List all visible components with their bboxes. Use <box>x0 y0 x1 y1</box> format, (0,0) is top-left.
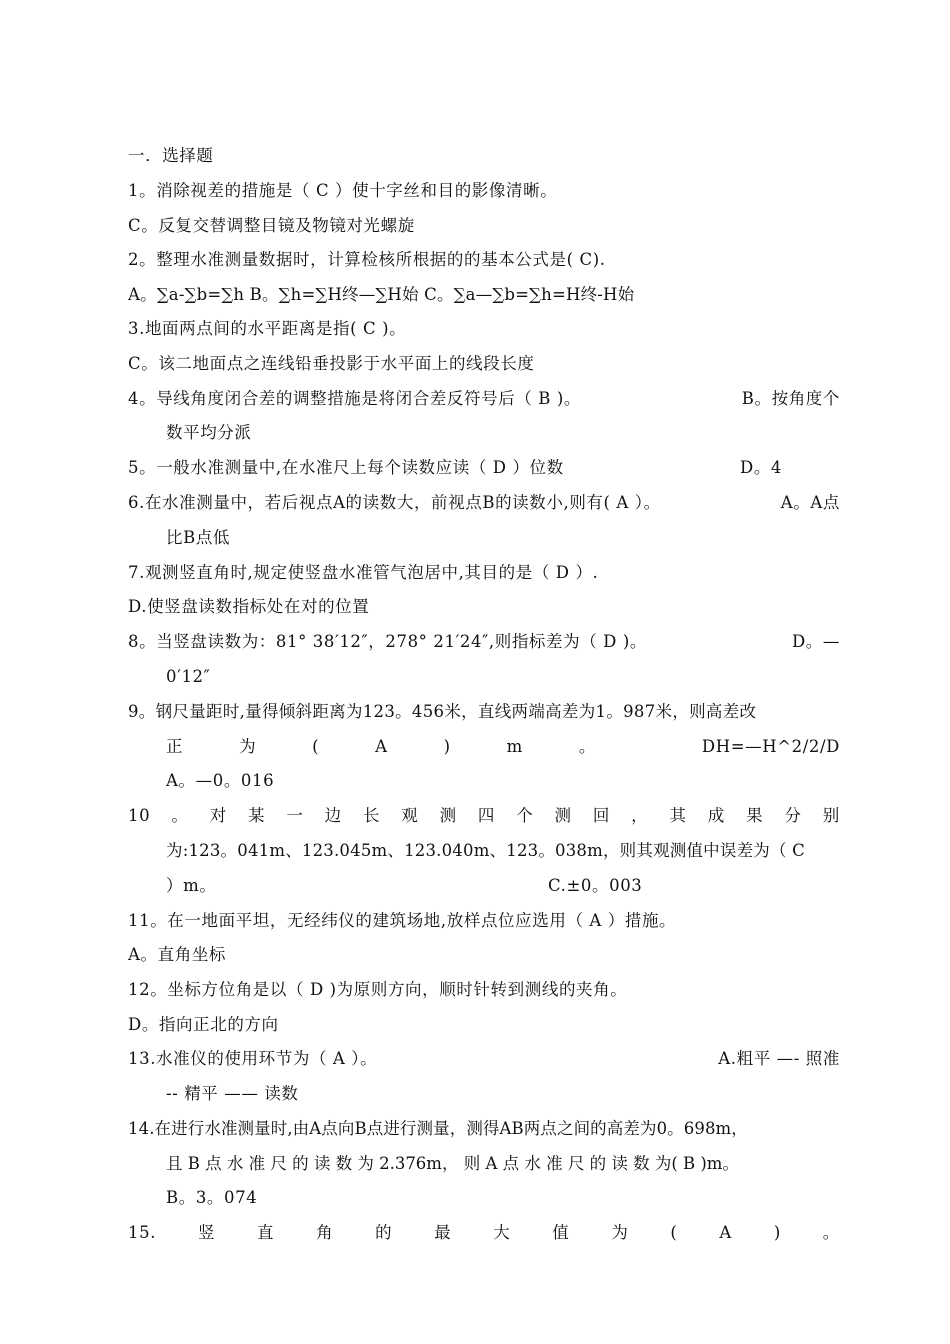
q4-answer-cont: 数平均分派 <box>166 423 252 442</box>
q15-char: 。 <box>822 1223 840 1242</box>
q10-line2: 为:123。041m、123.045m、123.040m、123。038m，则其观测值中误差为（ C <box>166 841 805 860</box>
q11-stem: 11。在一地面平坦，无经纬仪的建筑场地,放样点位应选用（ A ）措施。 <box>128 911 677 930</box>
q10-line3 <box>166 875 840 897</box>
q15-char: 为 <box>611 1223 629 1242</box>
q10-line3-text: ）m。 <box>166 876 217 895</box>
q10-char: 某 <box>248 806 266 825</box>
q10-char: 对 <box>209 806 227 825</box>
q1-answer: C。反复交替调整目镜及物镜对光螺旋 <box>128 216 415 235</box>
q15-char: 角 <box>316 1223 334 1242</box>
q2-answer: A。∑a-∑b=∑h B。∑h=∑H终—∑H始 C。∑a—∑b=∑h=H终-H始 <box>128 285 635 304</box>
q9-line1: 9。钢尺量距时,量得倾斜距离为123。456米，直线两端高差为1。987米，则高差改 <box>128 702 757 721</box>
q15-char: 值 <box>552 1223 570 1242</box>
q5-answer: D。4 <box>740 458 783 477</box>
q15-char: 最 <box>434 1223 452 1242</box>
q10-line1 <box>128 805 840 827</box>
q15-char: A <box>719 1223 732 1242</box>
q5-row <box>128 457 840 479</box>
q10-char: 测 <box>439 806 457 825</box>
q12-answer: D。指向正北的方向 <box>128 1015 279 1034</box>
q14-line1: 14.在进行水准测量时,由A点向B点进行测量，测得AB两点之间的高差为0。698m， <box>128 1119 748 1138</box>
q9-formula: DH=—H^2/2/D <box>701 737 840 756</box>
q10-char: 成 <box>707 806 725 825</box>
section-title: 一．选择题 <box>128 146 214 165</box>
q14-answer: B。3。074 <box>166 1188 258 1207</box>
q10-char: 回 <box>592 806 610 825</box>
q3-stem: 3.地面两点间的水平距离是指( C )。 <box>128 319 407 338</box>
q15-char: ( <box>670 1223 678 1242</box>
q9-char: A <box>375 737 388 756</box>
q10-char: 。 <box>171 806 189 825</box>
q10-char: 长 <box>362 806 381 825</box>
q10-char: 观 <box>401 806 419 825</box>
q6-stem: 6.在水准测量中，若后视点A的读数大，前视点B的读数小,则有( A ）。 <box>128 493 661 512</box>
q15-char: 15. <box>128 1223 157 1242</box>
q10-char: 果 <box>746 806 764 825</box>
q6-answer: A。A点 <box>780 493 840 512</box>
q9-answer: A。—0。016 <box>166 771 275 790</box>
q6-answer-cont: 比B点低 <box>166 528 231 547</box>
q8-answer-cont: 0′12″ <box>166 667 211 686</box>
q13-row <box>128 1048 840 1070</box>
q10-char: 测 <box>554 806 572 825</box>
q8-answer: D。— <box>791 632 840 651</box>
q4-answer: B。按角度个 <box>741 389 840 408</box>
q4-row <box>128 388 840 410</box>
q11-answer: A。直角坐标 <box>128 945 227 964</box>
q9-line2-text <box>166 736 596 758</box>
q10-answer: C.±0。003 <box>548 876 643 895</box>
q1-stem: 1。消除视差的措施是（ C ）使十字丝和目的影像清晰。 <box>128 181 558 200</box>
q9-char: 。 <box>578 737 596 756</box>
q10-char: 别 <box>822 806 840 825</box>
q13-answer-cont: -- 精平 —— 读数 <box>166 1084 299 1103</box>
q5-stem: 5。一般水准测量中,在水准尺上每个读数应读（ D ）位数 <box>128 458 564 477</box>
q9-char: ( <box>312 737 320 756</box>
q9-char: m <box>506 737 523 756</box>
q7-stem: 7.观测竖直角时,规定使竖盘水准管气泡居中,其目的是（ D ）. <box>128 563 599 582</box>
q15-char: 直 <box>257 1223 275 1242</box>
q9-char: ) <box>443 737 451 756</box>
q10-char: 10 <box>128 806 151 825</box>
q9-char: 正 <box>166 737 184 756</box>
q15-char: 的 <box>375 1223 393 1242</box>
q10-char: 四 <box>477 806 496 825</box>
q10-char: 个 <box>516 806 534 825</box>
q14-line2: 且 B 点 水 准 尺 的 读 数 为 2.376m， 则 A 点 水 准 尺 的 读 数 为( B )m。 <box>166 1154 739 1173</box>
q9-char: 为 <box>239 737 257 756</box>
q15-char: 大 <box>493 1223 511 1242</box>
q6-row <box>128 492 840 514</box>
q3-answer: C。该二地面点之连线铅垂投影于水平面上的线段长度 <box>128 354 535 373</box>
q10-char: 边 <box>324 806 342 825</box>
q13-answer: A.粗平 —- 照准 <box>718 1049 840 1068</box>
q2-stem: 2。整理水准测量数据时，计算检核所根据的的基本公式是( C). <box>128 250 606 269</box>
q15-char: 竖 <box>197 1223 216 1242</box>
q10-char: 分 <box>784 806 802 825</box>
q10-char: 一 <box>286 806 304 825</box>
q10-char: 其 <box>669 806 687 825</box>
q15-char: ) <box>773 1223 781 1242</box>
q8-row <box>128 631 840 653</box>
q10-char: ， <box>631 806 649 825</box>
q4-stem: 4。导线角度闭合差的调整措施是将闭合差反符号后（ B )。 <box>128 389 581 408</box>
q13-stem: 13.水准仪的使用环节为（ A ）。 <box>128 1049 378 1068</box>
q12-stem: 12。坐标方位角是以（ D )为原则方向，顺时针转到测线的夹角。 <box>128 980 628 999</box>
q15-line1 <box>128 1222 840 1244</box>
q7-answer: D.使竖盘读数指标处在对的位置 <box>128 597 370 616</box>
q9-line2 <box>166 736 840 758</box>
q8-stem: 8。当竖盘读数为：81° 38′12″，278° 21′24″,则指标差为（ D )。 <box>128 632 647 651</box>
